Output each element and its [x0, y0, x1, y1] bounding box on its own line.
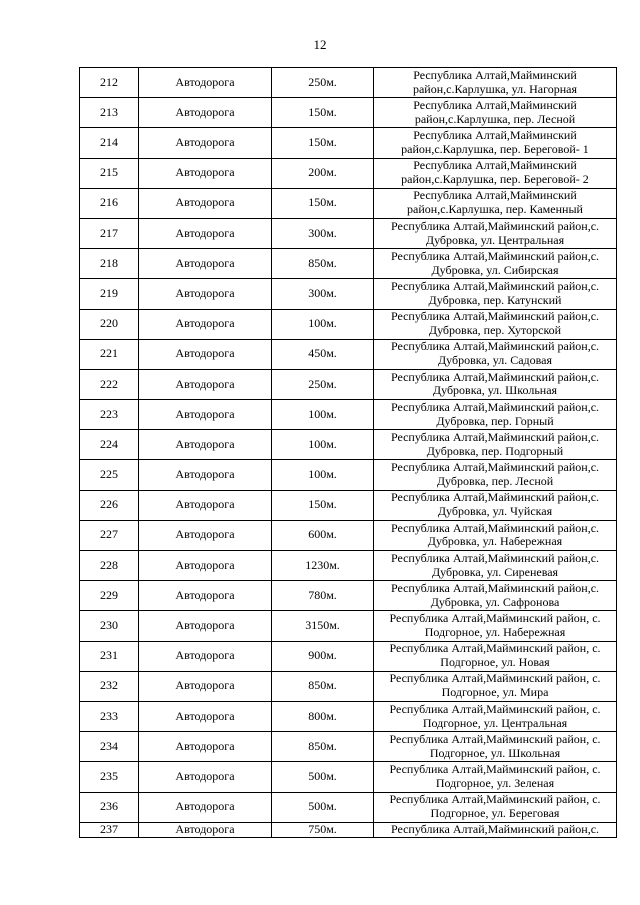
cell-address [374, 581, 617, 611]
table-row [80, 581, 617, 611]
cell-object-type: Автодорога [139, 68, 272, 98]
cell-number: 223 [80, 400, 139, 430]
address-line: Республика Алтай,Майминский район, с. [389, 611, 601, 626]
cell-address [374, 460, 617, 490]
cell-length: 1230м. [272, 551, 374, 581]
table-row [80, 128, 617, 158]
cell-address [374, 188, 617, 218]
cell-length: 450м. [272, 339, 374, 369]
cell-length: 850м. [272, 732, 374, 762]
table-row [80, 551, 617, 581]
page-number: 12 [313, 37, 327, 52]
table-row [80, 701, 617, 731]
table-row [80, 309, 617, 339]
address-line: Дубровка, пер. Горный [436, 413, 554, 428]
cell-length: 500м. [272, 762, 374, 792]
table-row [80, 792, 617, 822]
cell-address [374, 520, 617, 550]
cell-length: 600м. [272, 520, 374, 550]
table-row [80, 671, 617, 701]
cell-object-type: Автодорога [139, 279, 272, 309]
address-line: Республика Алтай,Майминский [413, 128, 577, 143]
address-line: Республика Алтай,Майминский район,с. [390, 580, 600, 595]
address-line: Дубровка, ул. Сиреневая [431, 564, 559, 579]
cell-length: 100м. [272, 309, 374, 339]
cell-object-type: Автодорога [139, 339, 272, 369]
cell-number: 227 [80, 520, 139, 550]
cell-number: 222 [80, 369, 139, 399]
cell-length: 900м. [272, 641, 374, 671]
table-row [80, 611, 617, 641]
table-row [80, 369, 617, 399]
cell-object-type: Автодорога [139, 400, 272, 430]
cell-object-type: Автодорога [139, 369, 272, 399]
table-row [80, 188, 617, 218]
cell-address [374, 822, 617, 837]
address-line: Республика Алтай,Майминский район,с. [390, 279, 600, 293]
cell-number: 232 [80, 671, 139, 701]
address-line: Дубровка, ул. Садовая [437, 353, 553, 368]
address-line: Дубровка, ул. Центральная [425, 232, 565, 247]
cell-length: 850м. [272, 671, 374, 701]
cell-length: 780м. [272, 581, 374, 611]
cell-length: 800м. [272, 701, 374, 731]
address-line: район,с.Карлушка, пер. Береговой- 2 [401, 172, 589, 187]
cell-number: 229 [80, 581, 139, 611]
address-line: Дубровка, ул. Школьная [432, 383, 558, 398]
cell-object-type: Автодорога [139, 671, 272, 701]
address-line: Дубровка, пер. Катунский [428, 292, 562, 307]
cell-address [374, 369, 617, 399]
cell-address [374, 218, 617, 248]
cell-address [374, 339, 617, 369]
cell-object-type: Автодорога [139, 128, 272, 158]
table-row [80, 490, 617, 520]
table-row [80, 822, 617, 837]
cell-length: 250м. [272, 68, 374, 98]
cell-length: 150м. [272, 188, 374, 218]
cell-address [374, 641, 617, 671]
address-line: Республика Алтай,Майминский [413, 158, 577, 173]
cell-length: 150м. [272, 98, 374, 128]
cell-object-type: Автодорога [139, 762, 272, 792]
cell-object-type: Автодорога [139, 249, 272, 279]
cell-length: 3150м. [272, 611, 374, 641]
cell-number: 216 [80, 188, 139, 218]
cell-address [374, 249, 617, 279]
cell-length: 100м. [272, 400, 374, 430]
cell-number: 233 [80, 701, 139, 731]
cell-address [374, 128, 617, 158]
cell-number: 230 [80, 611, 139, 641]
address-line: Республика Алтай,Майминский [413, 97, 577, 112]
table-row [80, 249, 617, 279]
table-row [80, 158, 617, 188]
table-row [80, 732, 617, 762]
cell-number: 226 [80, 490, 139, 520]
cell-address [374, 732, 617, 762]
cell-object-type: Автодорога [139, 98, 272, 128]
cell-object-type: Автодорога [139, 430, 272, 460]
cell-number: 221 [80, 339, 139, 369]
table-row [80, 218, 617, 248]
cell-number: 236 [80, 792, 139, 822]
address-line: Республика Алтай,Майминский район, с. [389, 762, 601, 776]
cell-object-type: Автодорога [139, 490, 272, 520]
address-line: Республика Алтай,Майминский район, с. [389, 641, 601, 656]
address-line: Республика Алтай,Майминский район,с. [390, 822, 600, 836]
cell-object-type: Автодорога [139, 460, 272, 490]
cell-address [374, 158, 617, 188]
table-row [80, 400, 617, 430]
address-line: район,с.Карлушка, пер. Лесной [414, 111, 576, 126]
address-line: Республика Алтай,Майминский район, с. [389, 671, 601, 686]
cell-number: 225 [80, 460, 139, 490]
cell-object-type: Автодорога [139, 792, 272, 822]
address-line: Подгорное, ул. Центральная [422, 715, 568, 730]
cell-address [374, 400, 617, 430]
cell-address [374, 551, 617, 581]
cell-object-type: Автодорога [139, 309, 272, 339]
cell-object-type: Автодорога [139, 732, 272, 762]
cell-number: 220 [80, 309, 139, 339]
cell-object-type: Автодорога [139, 188, 272, 218]
address-line: Дубровка, пер. Хуторской [428, 323, 562, 338]
address-line: Подгорное, ул. Мира [441, 685, 549, 700]
address-line: Дубровка, ул. Сафронова [430, 594, 560, 609]
address-line: Республика Алтай,Майминский район,с. [390, 218, 600, 233]
cell-length: 150м. [272, 490, 374, 520]
cell-object-type: Автодорога [139, 822, 272, 837]
address-line: Республика Алтай,Майминский район,с. [390, 369, 600, 384]
address-line: Республика Алтай,Майминский район,с. [390, 399, 600, 414]
cell-number: 237 [80, 822, 139, 837]
cell-number: 235 [80, 762, 139, 792]
table-row [80, 279, 617, 309]
address-line: Подгорное, ул. Новая [440, 655, 550, 670]
cell-number: 224 [80, 430, 139, 460]
cell-address [374, 98, 617, 128]
cell-number: 212 [80, 68, 139, 98]
cell-address [374, 279, 617, 309]
address-line: Дубровка, ул. Чуйская [437, 504, 553, 519]
cell-object-type: Автодорога [139, 701, 272, 731]
cell-address [374, 701, 617, 731]
cell-address [374, 309, 617, 339]
address-line: Республика Алтай,Майминский [413, 188, 577, 203]
cell-object-type: Автодорога [139, 218, 272, 248]
cell-object-type: Автодорога [139, 520, 272, 550]
table-row [80, 339, 617, 369]
address-line: Республика Алтай,Майминский район,с. [390, 520, 600, 535]
cell-length: 300м. [272, 218, 374, 248]
cell-number: 231 [80, 641, 139, 671]
address-line: Подгорное, ул. Зеленая [435, 775, 555, 790]
address-line: Республика Алтай,Майминский район,с. [390, 429, 600, 444]
address-line: Дубровка, ул. Набережная [427, 534, 563, 549]
cell-object-type: Автодорога [139, 158, 272, 188]
cell-number: 217 [80, 218, 139, 248]
address-line: Подгорное, ул. Школьная [429, 745, 561, 760]
table-body [80, 68, 617, 838]
table-row [80, 641, 617, 671]
cell-object-type: Автодорога [139, 611, 272, 641]
cell-length: 750м. [272, 822, 374, 837]
address-line: Дубровка, пер. Подгорный [426, 443, 564, 458]
cell-length: 200м. [272, 158, 374, 188]
address-line: Республика Алтай,Майминский район, с. [389, 792, 601, 807]
table-row [80, 430, 617, 460]
address-line: Республика Алтай,Майминский район,с. [390, 460, 600, 475]
cell-object-type: Автодорога [139, 551, 272, 581]
cell-length: 850м. [272, 249, 374, 279]
cell-length: 250м. [272, 369, 374, 399]
cell-address [374, 430, 617, 460]
cell-number: 219 [80, 279, 139, 309]
address-line: Республика Алтай,Майминский район,с. [390, 309, 600, 324]
cell-address [374, 611, 617, 641]
table-row [80, 762, 617, 792]
address-line: Республика Алтай,Майминский район, с. [389, 701, 601, 716]
table-row [80, 460, 617, 490]
cell-object-type: Автодорога [139, 581, 272, 611]
cell-object-type: Автодорога [139, 641, 272, 671]
address-line: район,с.Карлушка, ул. Нагорная [412, 81, 578, 96]
address-line: Дубровка, пер. Лесной [436, 474, 554, 489]
cell-number: 218 [80, 249, 139, 279]
road-registry-table [79, 67, 617, 838]
cell-number: 213 [80, 98, 139, 128]
cell-address [374, 671, 617, 701]
address-line: Подгорное, ул. Береговая [430, 806, 560, 821]
address-line: Республика Алтай,Майминский район,с. [390, 339, 600, 354]
address-line: район,с.Карлушка, пер. Каменный [407, 202, 583, 217]
cell-length: 300м. [272, 279, 374, 309]
cell-number: 214 [80, 128, 139, 158]
address-line: Республика Алтай,Майминский [413, 67, 577, 82]
address-line: Дубровка, ул. Сибирская [431, 262, 559, 277]
cell-length: 100м. [272, 460, 374, 490]
cell-address [374, 68, 617, 98]
table-row [80, 68, 617, 98]
address-line: Республика Алтай,Майминский район,с. [390, 490, 600, 505]
address-line: Республика Алтай,Майминский район, с. [389, 731, 601, 746]
address-line: Республика Алтай,Майминский район,с. [390, 550, 600, 565]
address-line: Подгорное, ул. Набережная [424, 624, 566, 639]
cell-address [374, 792, 617, 822]
address-line: Республика Алтай,Майминский район,с. [390, 248, 600, 263]
cell-number: 215 [80, 158, 139, 188]
cell-address [374, 762, 617, 792]
table-row [80, 98, 617, 128]
table-row [80, 520, 617, 550]
cell-length: 100м. [272, 430, 374, 460]
cell-length: 500м. [272, 792, 374, 822]
cell-address [374, 490, 617, 520]
address-line: район,с.Карлушка, пер. Береговой- 1 [401, 141, 589, 156]
cell-length: 150м. [272, 128, 374, 158]
cell-number: 234 [80, 732, 139, 762]
cell-number: 228 [80, 551, 139, 581]
